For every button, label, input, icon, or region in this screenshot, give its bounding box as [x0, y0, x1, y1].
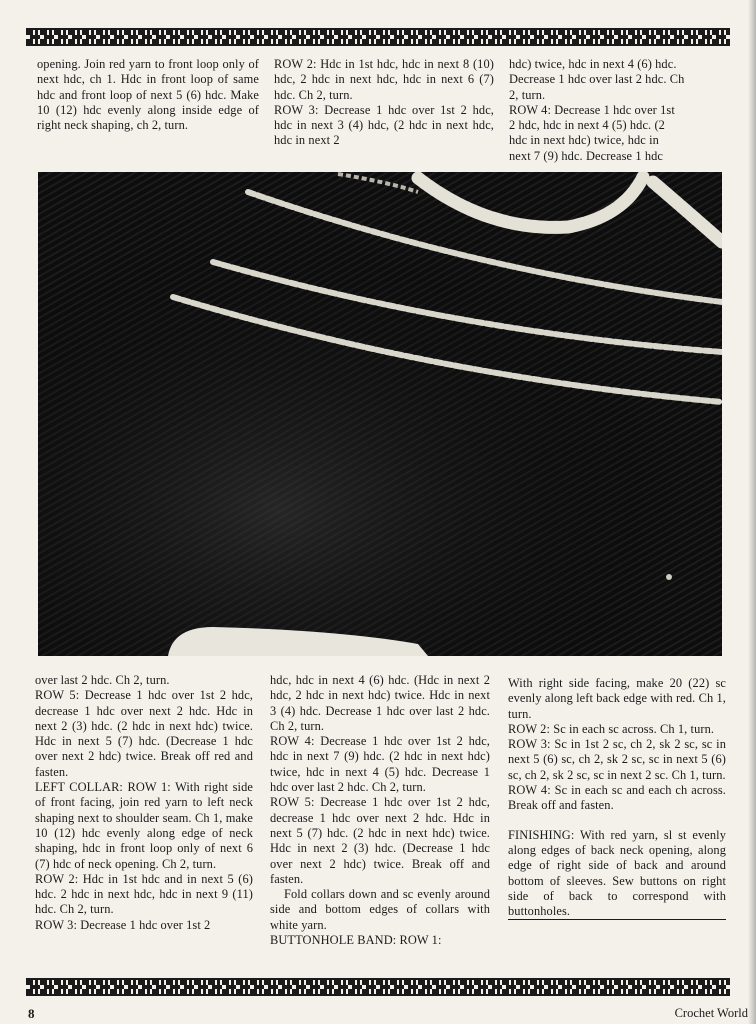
text-line: hdc) twice, hdc in next 4 (6) hdc. — [509, 57, 677, 71]
paragraph: ROW 5: Decrease 1 hdc over 1st 2 hdc, decrease 1 hdc over next 2 hdc. Hdc in next 2 (3) hdc. (2 hdc in next hdc) twice. Hdc in next 5 (7) hdc. (Decrease 1 hdc over next 2 hdc) twice. Break off red and fasten. — [35, 688, 253, 779]
paragraph: ROW 3: Sc in 1st 2 sc, ch 2, sk 2 sc, sc in next 5 (6) sc, ch 2, sk 2 sc, sc in next 5 (6) sc, ch 2, sk 2 sc, sc in next 2 sc. Ch 1, turn. — [508, 737, 726, 782]
text-column-bottom-middle — [270, 673, 490, 948]
text-column-top-left — [37, 57, 259, 133]
paragraph: opening. Join red yarn to front loop only of next hdc, ch 1. Hdc in front loop of same hdc and front loop of next 5 (6) hdc. Make 10 (12) hdc evenly along inside edge of right neck shaping, ch 2, turn. — [37, 57, 259, 133]
paragraph: ROW 2: Hdc in 1st hdc and in next 5 (6) hdc. 2 hdc in next hdc, hdc in next 9 (11) hdc. Ch 2, turn. — [35, 871, 253, 917]
paragraph: ROW 5: Decrease 1 hdc over 1st 2 hdc, decrease 1 hdc over next 2 hdc. Hdc in next 5 (7) hdc. (2 hdc in next hdc) twice. Hdc in next 2 (3) hdc. (Decrease 1 hdc over next 2 hdc) twice. Break off and fasten. — [270, 795, 490, 886]
text-column-bottom-left — [35, 673, 253, 933]
text-line: 2, turn. — [509, 87, 546, 102]
paragraph: ROW 4: Sc in each sc and each ch across. Break off and fasten. — [508, 783, 726, 813]
paragraph: ROW 3: Decrease 1 hdc over 1st 2 — [35, 917, 211, 932]
paragraph: ROW 2: Hdc in 1st hdc, hdc in next 8 (10) hdc, 2 hdc in next hdc, hdc in next 6 (7) hdc. Ch 2, turn. — [274, 57, 494, 102]
decorative-border-bottom — [26, 978, 730, 996]
paragraph: hdc, hdc in next 4 (6) hdc. (Hdc in next 2 hdc, 2 hdc in next hdc) twice. Hdc in next 3 (4) hdc. Decrease 1 hdc over last 2 hdc. Ch 2, turn. — [270, 673, 490, 733]
magazine-name: Crochet World — [674, 1006, 748, 1020]
text-line: next 7 (9) hdc. Decrease 1 hdc — [509, 148, 664, 163]
paragraph: FINISHING: With red yarn, sl st evenly along edges of back neck opening, along edge of right side of back and around bottom of sleeves. Sew buttons on right side of back to correspond with buttonholes. — [508, 828, 726, 921]
text-line: 2 hdc, hdc in next 4 (5) hdc. (2 — [509, 118, 665, 133]
text-column-bottom-right — [508, 676, 726, 920]
text-column-top-right — [509, 57, 723, 164]
page-edge-shadow — [748, 0, 756, 1024]
decorative-border-top — [26, 28, 730, 46]
sweater-photo — [38, 172, 722, 656]
paragraph: Fold collars down and sc evenly around side and bottom edges of collars with white yarn. — [270, 887, 490, 932]
text-line: Decrease 1 hdc over last 2 hdc. Ch — [509, 72, 685, 87]
paragraph: With right side facing, make 20 (22) sc evenly along left back edge with red. Ch 1, turn. — [508, 676, 726, 721]
paragraph: over last 2 hdc. Ch 2, turn. — [35, 673, 170, 687]
sweater-photo-illustration — [38, 172, 722, 656]
paragraph: LEFT COLLAR: ROW 1: With right side of front facing, join red yarn to left neck shaping next to shoulder seam. Ch 1, make 10 (12) hdc evenly along edge of neck shaping, hdc in front loop only of next 6 (7) hdc of neck opening. Ch 2, turn. — [35, 780, 253, 871]
paragraph: BUTTONHOLE BAND: ROW 1: — [270, 933, 442, 948]
page-number: 8 — [28, 1006, 35, 1021]
text-line: ROW 4: Decrease 1 hdc over 1st — [509, 102, 675, 117]
paragraph: ROW 3: Decrease 1 hdc over 1st 2 hdc, hdc in next 3 (4) hdc, (2 hdc in next hdc, hdc in next 2 — [274, 102, 494, 148]
paragraph: ROW 2: Sc in each sc across. Ch 1, turn. — [508, 721, 715, 736]
paragraph: ROW 4: Decrease 1 hdc over 1st 2 hdc, hdc in next 7 (9) hdc. (2 hdc in next hdc) twice, hdc in next 4 (5) hdc. Decrease 1 hdc over last 2 hdc. Ch 2, turn. — [270, 734, 490, 795]
text-line: hdc in next hdc) twice, hdc in — [509, 133, 659, 148]
text-column-top-middle — [274, 57, 494, 149]
